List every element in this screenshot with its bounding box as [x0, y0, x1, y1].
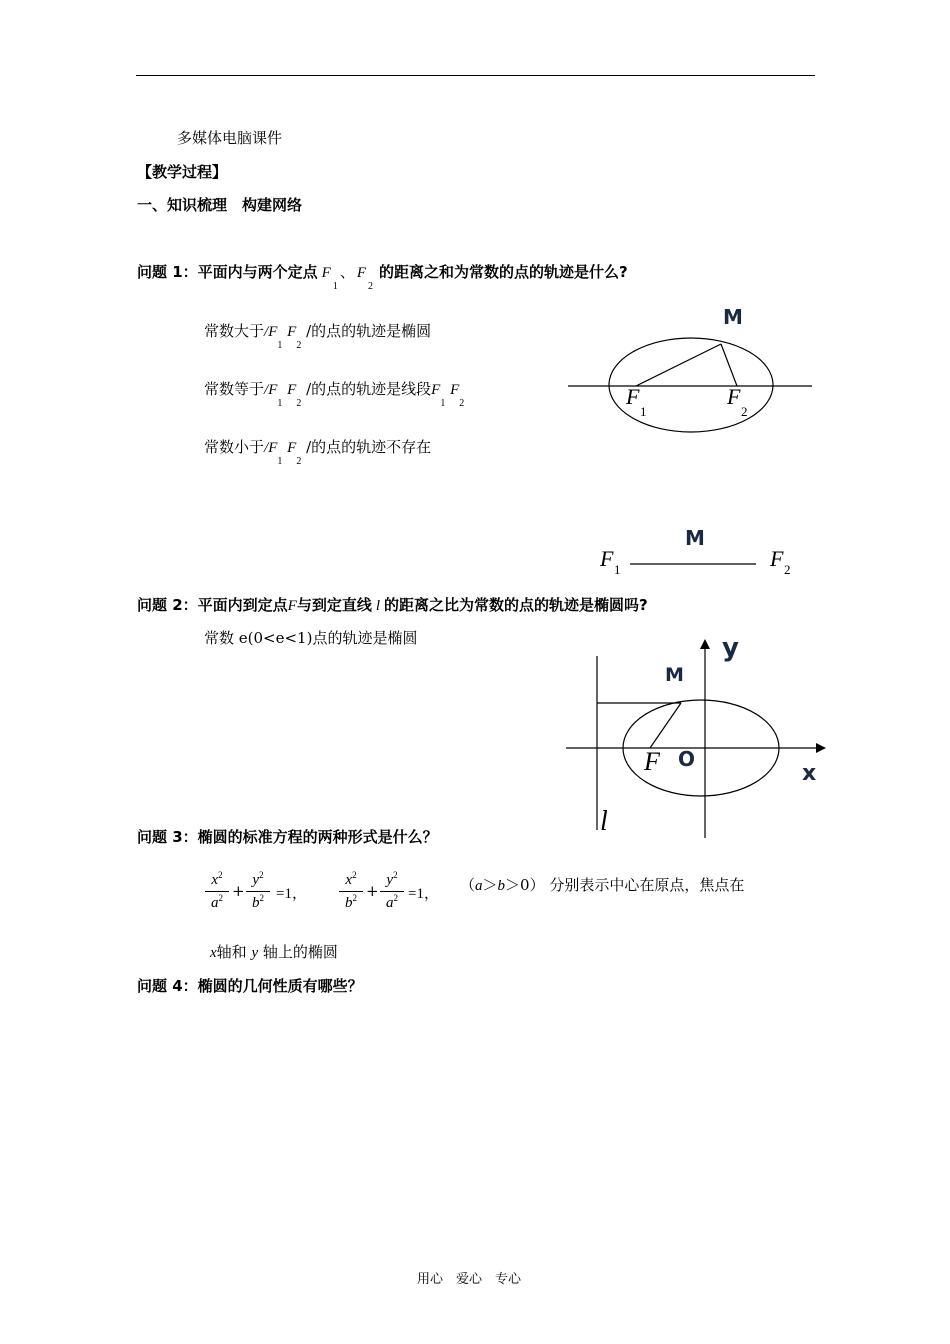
question-1-suffix: 的距离之和为常数的点的轨迹是什么?	[379, 263, 628, 281]
q1-line-equal: 常数等于$/F_1$ $F_2$ /的点的轨迹是线段$F_1$ $F_2$	[204, 380, 465, 409]
question-4: 问题 4：椭圆的几何性质有哪些？	[137, 977, 363, 995]
eq1-frac-y: $y^2$ $b^2$	[246, 870, 270, 913]
question-3: 问题 3：椭圆的标准方程的两种形式是什么？	[137, 828, 438, 846]
question-2: 问题 2：平面内到定点F与到定直线 l 的距离之比为常数的点的轨迹是椭圆吗?	[137, 596, 648, 614]
intro-line: 多媒体电脑课件	[177, 129, 283, 147]
section-title: 【教学过程】	[137, 163, 228, 181]
x-axis-label: x	[802, 761, 817, 786]
header-rule	[136, 75, 815, 76]
focus-f2-sub: 2	[741, 404, 748, 419]
segment-f1-sub: 1	[614, 562, 621, 577]
point-m-label-2: M	[665, 664, 684, 686]
segment-mf2	[721, 344, 737, 386]
y-axis-arrow	[700, 639, 710, 649]
question-1-prefix: 问题 1：平面内与两个定点	[137, 263, 318, 281]
segment-figure	[590, 520, 810, 580]
eq2-frac-y: $y^2$ $a^2$	[380, 870, 404, 913]
eq2-frac-x: $x^2$ $b^2$	[339, 870, 363, 913]
coordinate-figure	[560, 630, 835, 845]
q1-line-less: 常数小于$/F_1$ $F_2$ /的点的轨迹不存在	[204, 438, 432, 467]
page-footer: 用心 爱心 专心	[417, 1272, 522, 1287]
focus-f-label: F	[644, 747, 660, 776]
focus-f1-symbol: F	[321, 265, 331, 281]
focus-f2-symbol: F	[356, 265, 367, 281]
eq1-rhs: =1，	[276, 886, 307, 902]
subsection-title: 一、知识梳理 构建网络	[137, 196, 303, 214]
axis-line: x轴和 y 轴上的椭圆	[210, 943, 338, 961]
question-1: 问题 1：平面内与两个定点 $F_1$、 $F_2$的距离之和为常数的点的轨迹是什么?	[137, 263, 628, 292]
x-axis-arrow	[816, 743, 826, 753]
segment-f2-label: F	[770, 546, 784, 571]
origin-label: O	[678, 747, 696, 771]
q2-answer: 常数 e(0<e<1)点的轨迹是椭圆	[204, 629, 418, 647]
q1-line-greater: 常数大于$/F_1$ $F_2$ /的点的轨迹是椭圆	[204, 322, 432, 351]
focus-f2-label: F	[727, 384, 741, 409]
segment-m-label: M	[685, 526, 705, 550]
eq1-frac-x: $x^2$ $a^2$	[205, 870, 229, 913]
focus-f1-label: F	[626, 384, 640, 409]
segment-mf1	[636, 344, 721, 386]
y-axis-label: y	[722, 633, 739, 663]
ellipse-figure	[560, 300, 820, 440]
eq-condition: （a＞b＞0） 分别表示中心在原点，焦点在	[460, 876, 745, 894]
segment-f2-sub: 2	[784, 562, 791, 577]
focus-f1-sub: 1	[640, 404, 647, 419]
eq2-rhs: =1，	[408, 886, 439, 902]
segment-f1-label: F	[600, 546, 614, 571]
point-m-label: M	[723, 305, 743, 329]
directrix-label: l	[600, 806, 608, 837]
